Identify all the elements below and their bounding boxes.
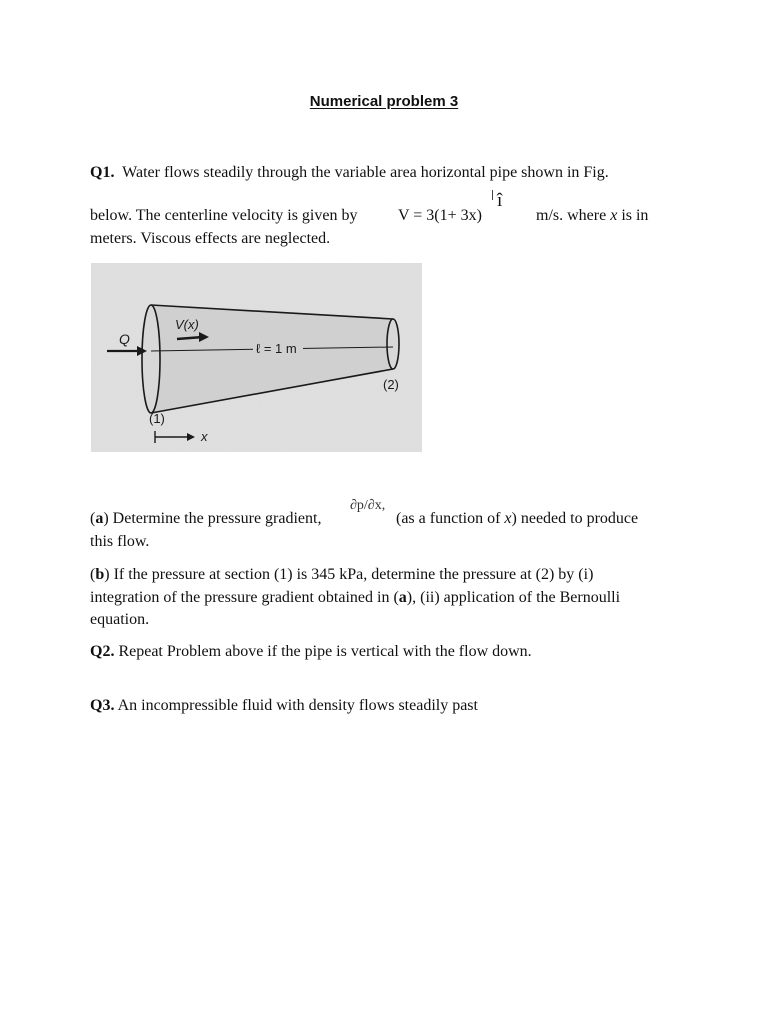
q1-text-line2a: below. The centerline velocity is given by xyxy=(90,207,358,224)
q3-text: An incompressible fluid with density flows steadily past xyxy=(117,697,478,714)
q1-text-line1: Water flows steadily through the variable area horizontal pipe shown in Fig. xyxy=(122,164,609,181)
part-a-label: a xyxy=(95,510,104,527)
section-2-label: (2) xyxy=(383,377,399,392)
q1-text-line2b: m/s. where xyxy=(536,207,607,224)
section-1-label: (1) xyxy=(149,411,165,426)
q1-line2-left xyxy=(90,204,357,227)
q2-label: Q2. xyxy=(90,643,115,660)
page-title: Numerical problem 3 xyxy=(309,93,459,110)
q1-var-x: x xyxy=(610,207,618,224)
part-b-text-line1: If the pressure at section (1) is 345 kPa, determine the pressure at (2) by (i) xyxy=(113,566,594,583)
velocity-expression: V = 3(1+ 3x) xyxy=(398,207,482,224)
q3-line xyxy=(90,694,478,717)
pressure-gradient-expression: ∂p/∂x, xyxy=(350,498,386,513)
q1-line3: meters. Viscous effects are neglected. xyxy=(90,230,331,247)
part-b-label: b xyxy=(95,566,105,583)
part-a-text-a: Determine the pressure gradient, xyxy=(112,510,322,527)
part-b-line1: (b) If the pressure at section (1) is 345 kPa, determine the pressure at (2) by (i) xyxy=(90,566,594,583)
q3-label: Q3. xyxy=(90,697,115,714)
q2-line xyxy=(90,640,532,663)
part-a-text-b: (as a function of xyxy=(396,510,501,527)
axis-label: x xyxy=(201,429,208,444)
part-b-line3: equation. xyxy=(90,611,150,628)
part-a-var-x: x xyxy=(504,510,512,527)
q1-label: Q1. xyxy=(90,164,115,181)
part-a-text-c: ) needed to produce xyxy=(511,510,639,527)
part-b-ref-a: a xyxy=(398,589,407,606)
unit-vector-i-icon: î xyxy=(497,190,503,211)
section-2-ellipse xyxy=(387,319,399,369)
q1-text-line2c: is in xyxy=(621,207,649,224)
q2-text: Repeat Problem above if the pipe is vertical with the flow down. xyxy=(118,643,532,660)
flow-label: Q xyxy=(119,331,130,347)
q1-line2-right xyxy=(536,204,648,227)
part-a-line2: this flow. xyxy=(90,533,150,550)
part-a-line1: (a) Determine the pressure gradient, xyxy=(90,510,322,527)
length-label: ℓ = 1 m xyxy=(256,341,297,356)
part-b-text-line2a: integration of the pressure gradient obtained in ( xyxy=(90,589,399,606)
velocity-label: V(x) xyxy=(175,317,199,332)
section-1-ellipse xyxy=(142,305,160,413)
part-b-line2 xyxy=(90,586,620,609)
velocity-exponent-mark xyxy=(492,190,494,200)
q1-line1 xyxy=(90,161,609,184)
part-a-line1-right xyxy=(396,507,638,530)
pipe-figure xyxy=(91,263,422,452)
part-b-text-line2b: ), (ii) application of the Bernoulli xyxy=(406,589,621,606)
